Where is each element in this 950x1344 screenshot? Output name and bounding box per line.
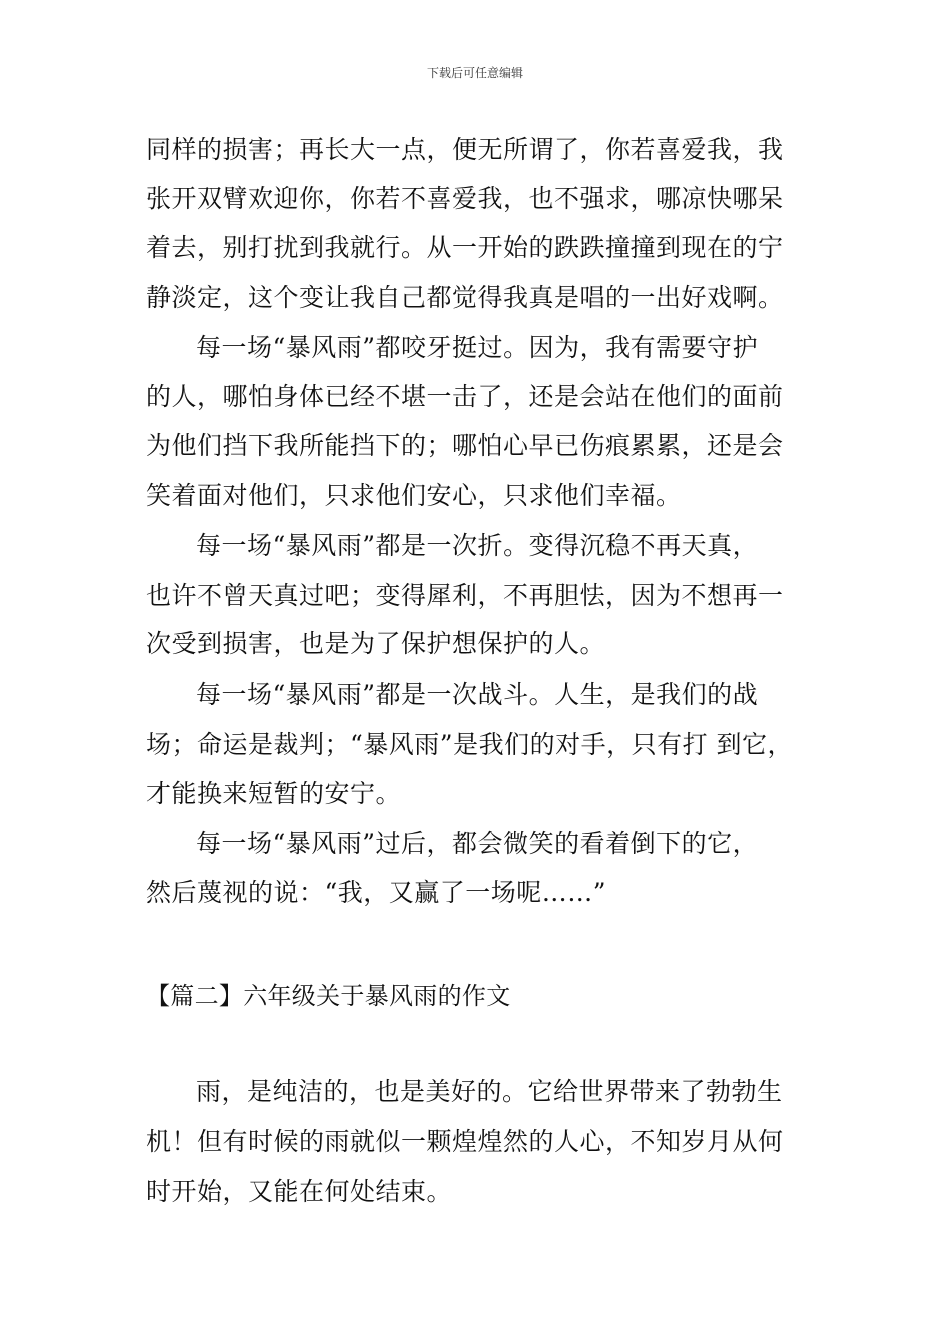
paragraph-line: 然后蔑视的说：“我，又赢了一场呢……” xyxy=(146,878,607,907)
page-header: 下载后可任意编辑 xyxy=(426,66,523,80)
paragraph-line: 每一场“暴风雨”都是一次折。变得沉稳不再天真， xyxy=(196,531,759,560)
paragraph-line: 时开始，又能在何处结束。 xyxy=(146,1177,453,1206)
paragraph-line: 也许不曾天真过吧；变得犀利，不再胆怯，因为不想再一 xyxy=(146,581,784,610)
paragraph-line: 才能换来短暂的安宁。 xyxy=(146,779,402,808)
paragraph-line: 同样的损害；再长大一点，便无所谓了，你若喜爱我，我 xyxy=(146,135,784,164)
paragraph-line: 张开双臂欢迎你，你若不喜爱我，也不强求，哪凉快哪呆 xyxy=(146,184,784,213)
paragraph-line: 场；命运是裁判；“暴风雨”是我们的对手，只有打 到它， xyxy=(146,730,794,759)
paragraph-line: 雨，是纯洁的，也是美好的。它给世界带来了勃勃生 xyxy=(196,1077,783,1106)
paragraph-line: 次受到损害，也是为了保护想保护的人。 xyxy=(146,629,606,658)
section-heading: 【篇二】六年级关于暴风雨的作文 xyxy=(146,982,511,1010)
paragraph-line: 每一场“暴风雨”过后，都会微笑的看着倒下的它， xyxy=(196,829,759,858)
paragraph-line: 笑着面对他们，只求他们安心，只求他们幸福。 xyxy=(146,481,682,510)
paragraph-line: 为他们挡下我所能挡下的；哪怕心早已伤痕累累，还是会 xyxy=(146,431,784,460)
paragraph-line: 的人，哪怕身体已经不堪一击了，还是会站在他们的面前 xyxy=(146,382,784,411)
paragraph-line: 每一场“暴风雨”都是一次战斗。人生，是我们的战 xyxy=(196,680,759,709)
paragraph-line: 每一场“暴风雨”都咬牙挺过。因为，我有需要守护 xyxy=(196,333,759,362)
paragraph-line: 机！但有时候的雨就似一颗煌煌然的人心，不知岁月从何 xyxy=(146,1127,784,1156)
paragraph-line: 着去，别打扰到我就行。从一开始的跌跌撞撞到现在的宁 xyxy=(146,233,784,262)
paragraph-line: 静淡定，这个变让我自己都觉得我真是唱的一出好戏啊。 xyxy=(146,283,784,312)
